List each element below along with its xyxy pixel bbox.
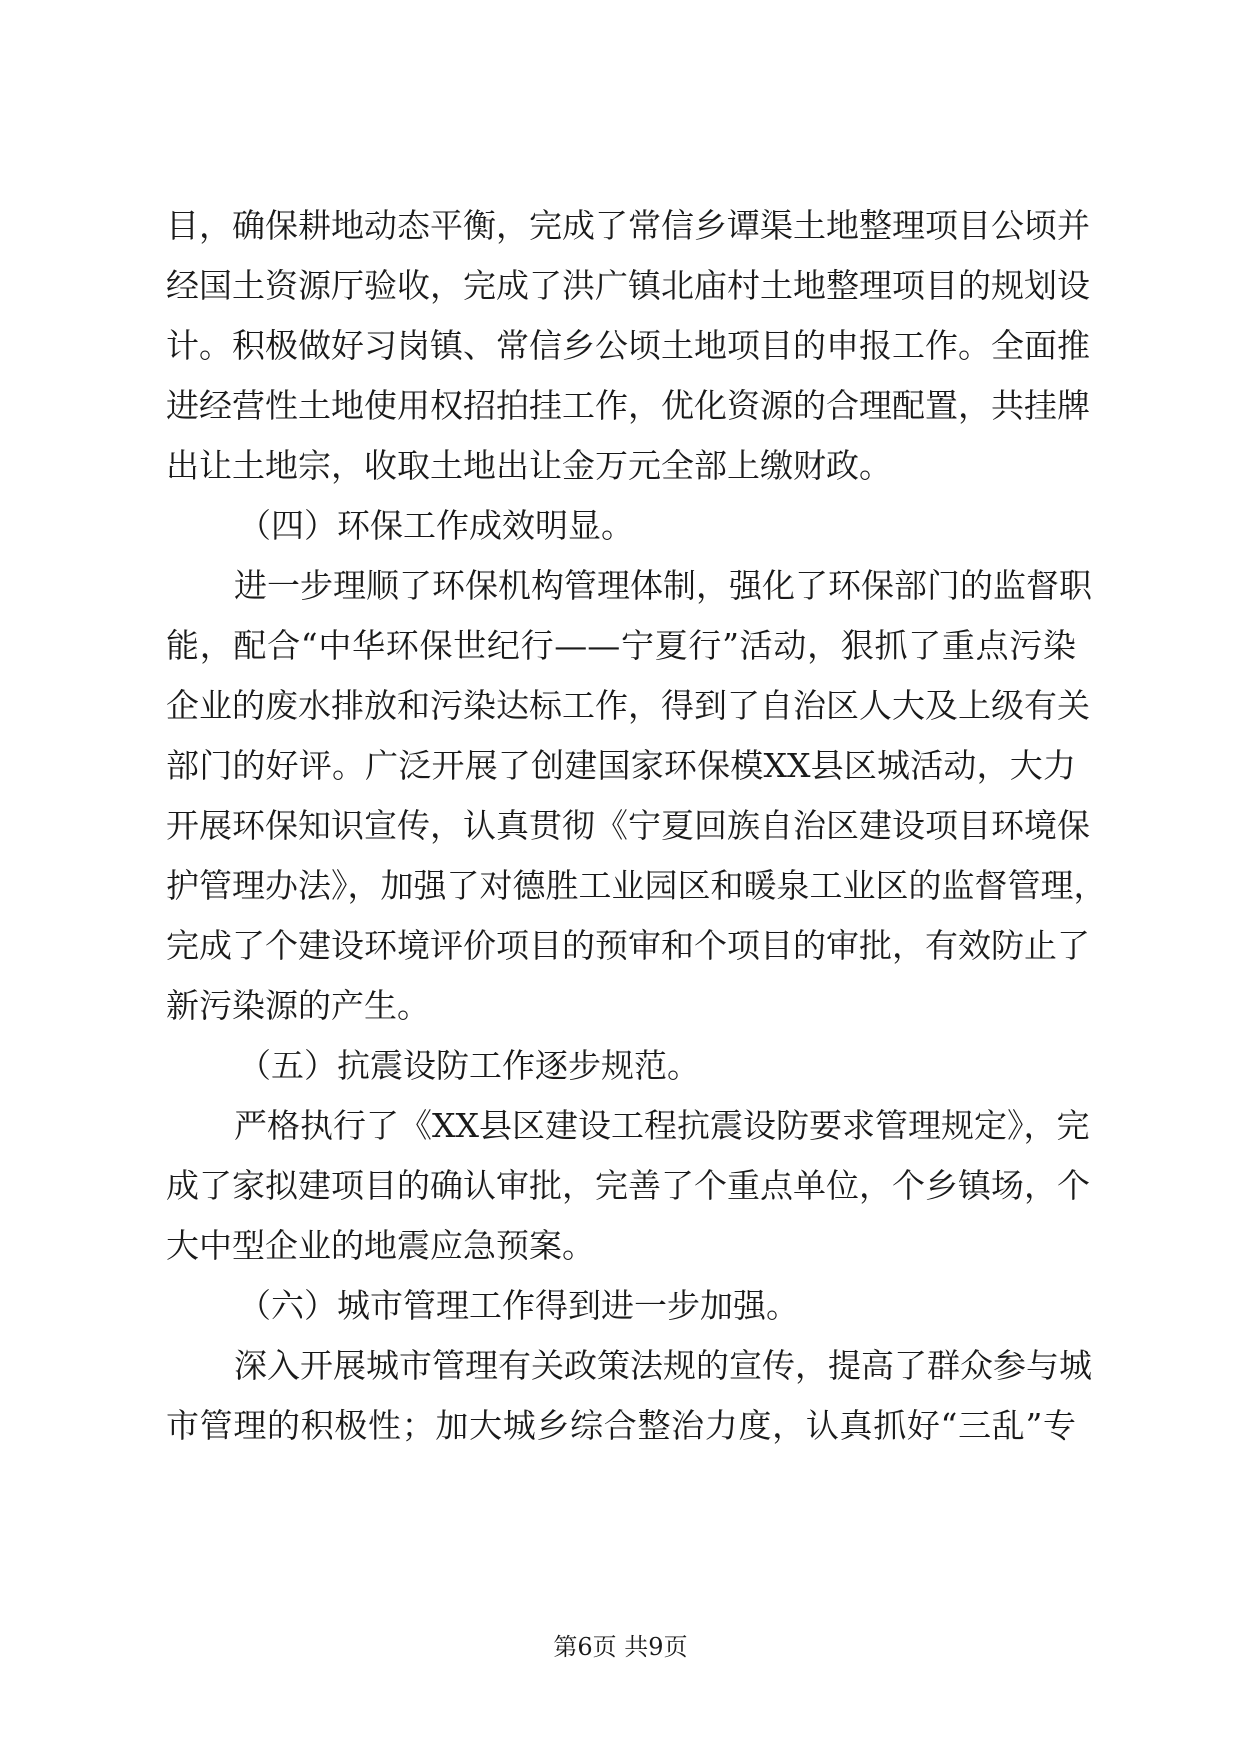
text-line: 部门的好评。广泛开展了创建国家环保模XX县区城活动，大力	[166, 746, 1076, 785]
text-line: 完成了个建设环境评价项目的预审和个项目的审批，有效防止了	[166, 926, 1090, 965]
section-heading: （五）抗震设防工作逐步规范。	[238, 1046, 700, 1085]
text-line: 能，配合“中华环保世纪行——宁夏行”活动，狠抓了重点污染	[166, 626, 1076, 665]
text-line: 出让土地宗，收取土地出让金万元全部上缴财政。	[166, 446, 892, 485]
text-line: 企业的废水排放和污染达标工作，得到了自治区人大及上级有关	[166, 686, 1090, 725]
section-heading: （六）城市管理工作得到进一步加强。	[238, 1286, 799, 1325]
text-line: 经国土资源厅验收，完成了洪广镇北庙村土地整理项目的规划设	[166, 266, 1090, 305]
text-line: 市管理的积极性；加大城乡综合整治力度，认真抓好“三乱”专	[166, 1406, 1076, 1445]
page-number: 第6页 共9页	[553, 1633, 688, 1661]
text-line: 开展环保知识宣传，认真贯彻《宁夏回族自治区建设项目环境保	[166, 806, 1090, 845]
text-line: 新污染源的产生。	[166, 986, 430, 1025]
text-line: 进经营性土地使用权招拍挂工作，优化资源的合理配置，共挂牌	[166, 386, 1090, 425]
text-line: 护管理办法》，加强了对德胜工业园区和暖泉工业区的监督管理，	[166, 866, 1107, 905]
text-line: 目，确保耕地动态平衡，完成了常信乡谭渠土地整理项目公顷并	[166, 206, 1090, 245]
text-line: 深入开展城市管理有关政策法规的宣传，提高了群众参与城	[234, 1346, 1092, 1385]
text-line: 成了家拟建项目的确认审批，完善了个重点单位，个乡镇场，个	[166, 1166, 1090, 1205]
section-heading: （四）环保工作成效明显。	[238, 506, 634, 545]
text-line: 进一步理顺了环保机构管理体制，强化了环保部门的监督职	[234, 566, 1092, 605]
text-line: 计。积极做好习岗镇、常信乡公顷土地项目的申报工作。全面推	[166, 326, 1090, 365]
text-line: 严格执行了《XX县区建设工程抗震设防要求管理规定》，完	[234, 1106, 1090, 1145]
text-line: 大中型企业的地震应急预案。	[166, 1226, 595, 1265]
